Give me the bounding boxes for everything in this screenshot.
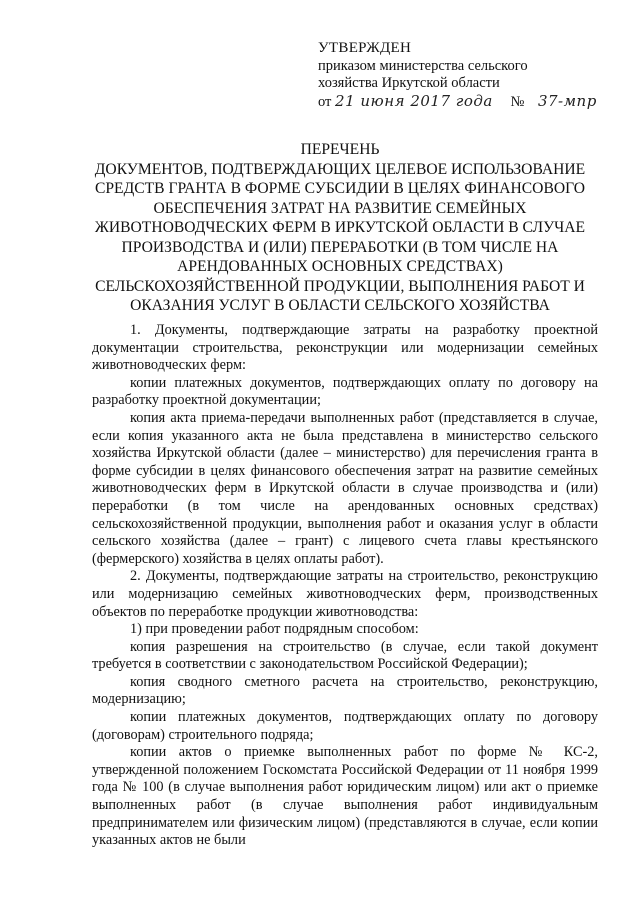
heading-line: СЕЛЬСКОХОЗЯЙСТВЕННОЙ ПРОДУКЦИИ, ВЫПОЛНЕНИЯ РАБОТ И [95, 277, 585, 295]
handwritten-number: 37-мпр [537, 91, 597, 110]
document-heading [80, 140, 600, 316]
heading-line: ПРОИЗВОДСТВА И (ИЛИ) ПЕРЕРАБОТКИ (В ТОМ ЧИСЛЕ НА [121, 238, 559, 256]
heading-line: ОКАЗАНИЯ УСЛУГ В ОБЛАСТИ СЕЛЬСКОГО ХОЗЯЙСТВА [130, 297, 550, 314]
document-body [92, 322, 598, 850]
heading-line: ОБЕСПЕЧЕНИЯ ЗАТРАТ НА РАЗВИТИЕ СЕМЕЙНЫХ [153, 199, 527, 217]
heading-line: СРЕДСТВ ГРАНТА В ФОРМЕ СУБСИДИИ В ЦЕЛЯХ ФИНАНСОВОГО [94, 180, 585, 197]
paragraph: копия разрешения на строительство (в случае, если такой документ требуется в соответствии с законодательством Российской Федерации); [92, 638, 598, 673]
heading-line: ДОКУМЕНТОВ, ПОДТВЕРЖДАЮЩИХ ЦЕЛЕВОЕ ИСПОЛЬЗОВАНИЕ [94, 160, 586, 178]
approval-from-prefix: от [318, 93, 332, 110]
paragraph: 2. Документы, подтверждающие затраты на строительство, реконструкцию или модернизацию семейных животноводческих ферм, производственных объектов по переработке продукции животноводства: [92, 568, 598, 620]
heading-line: АРЕНДОВАННЫХ ОСНОВНЫХ СРЕДСТВАХ) [177, 258, 503, 275]
number-sign: № [510, 93, 525, 110]
paragraph: копия акта приема-передачи выполненных работ (представляется в случае, если копия указанного акта не была представлена в министерство сельского хозяйства Иркутской области (далее – министерство) для перечисления гранта в форме субсидии в целях финансового обеспечения затрат на развитие семейных животноводческих ферм в Иркутской области в случае производства и (или) переработки (в том числе на арендованных основных средствах) сельскохозяйственной продукции, выполнения работ и оказания услуг в области сельского хозяйства (далее – грант) с лицевого счета главы крестьянского (фермерского) хозяйства в целях оплаты работ). [92, 409, 598, 567]
approval-title: УТВЕРЖДЕН [318, 40, 412, 56]
paragraph: копии актов о приемке выполненных работ по форме № КС-2, утвержденной положением Госкомстата Российской Федерации от 11 ноября 1999 года № 100 (в случае выполнения работ юридическим лицом) или акт о приемке выполненных работ (в случае выполнения работ индивидуальным предпринимателем или физическим лицом) (представляются в случае, если копии указанных актов не были [92, 744, 598, 849]
paragraph: 1) при проведении работ подрядным способом: [130, 621, 419, 638]
paragraph: копии платежных документов, подтверждающих оплату по договору на разработку проектной документации; [92, 374, 598, 409]
heading-line: ЖИВОТНОВОДЧЕСКИХ ФЕРМ В ИРКУТСКОЙ ОБЛАСТИ В СЛУЧАЕ [94, 219, 586, 236]
handwritten-date: 21 июня 2017 года [335, 91, 493, 110]
approval-line-1: приказом министерства сельского [318, 57, 528, 74]
paragraph: копии платежных документов, подтверждающих оплату по договору (договорам) строительного подряда; [92, 709, 598, 743]
approval-date-line [318, 93, 618, 112]
paragraph: копия сводного сметного расчета на строительство, реконструкцию, модернизацию; [92, 673, 598, 708]
paragraph: 1. Документы, подтверждающие затраты на разработку проектной документации строительства, реконструкции или модернизации семейных животноводческих ферм: [92, 322, 598, 374]
approval-block [318, 40, 618, 111]
approval-line-2: хозяйства Иркутской области [318, 75, 500, 91]
heading-title: ПЕРЕЧЕНЬ [300, 141, 380, 158]
